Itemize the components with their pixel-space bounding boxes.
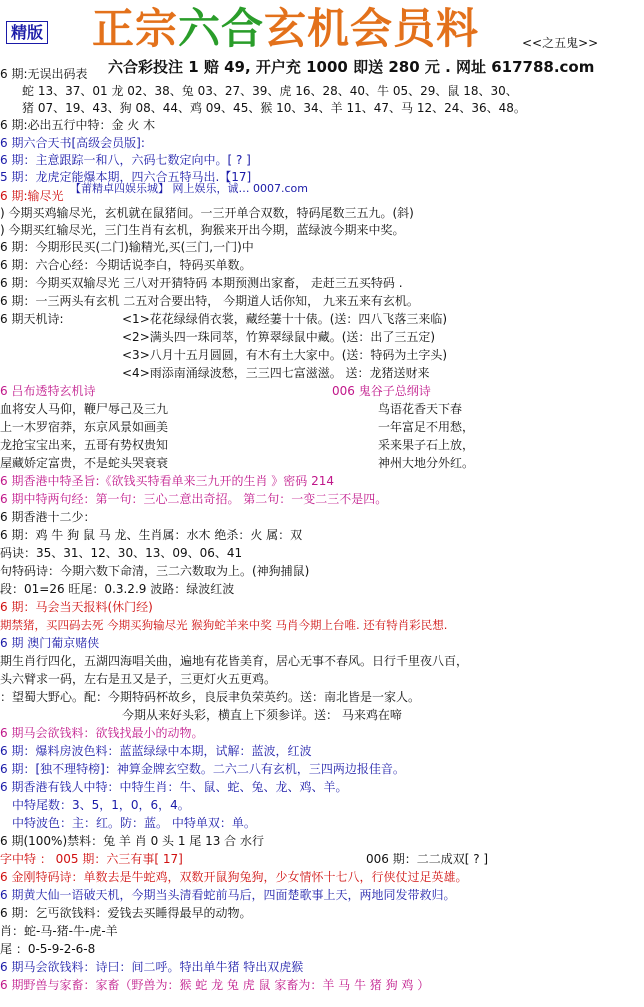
line-56: 6 期：乞丐欲钱料：爱钱去买睡得最早的动物。 xyxy=(0,906,252,920)
line-33: 6 期香港十二少： xyxy=(0,510,96,524)
poem-4: <4>雨添南涌绿波愁，三三四七富滋滋。 送：龙猪送财来 xyxy=(122,366,430,380)
lvbu-2: 上一木罗宿莽，东京风景如画美 xyxy=(0,420,169,434)
lvbu-1: 血将安人马仰，鞭尸辱己及三九 xyxy=(0,402,169,416)
line-47: 6 期：[独不理特榜]：神算金牌玄空数。二六二八有玄机，三四两边报佳音。 xyxy=(0,762,405,776)
line-15: 6 期：一三两头有玄机 二五对合要出特， 今期道人话你知， 九来五来有玄机。 xyxy=(0,294,419,308)
line-13: 6 期：六合心经：今期话说李白，特码买单数。 xyxy=(0,258,252,272)
title-part-3: 玄机 xyxy=(264,4,351,53)
line-4: 6 期:必出五行中特：金 火 木 xyxy=(0,118,156,132)
line-12: 6 期：今期形民买(二门)输精光,买(三门,一门)中 xyxy=(0,240,254,254)
line-54: 6 金刚特码诗：单数去是牛蛇鸡，双数开鼠狗兔狗，少女情怀十七八，行侠仗过足英雄。 xyxy=(0,870,468,884)
line-2: 蛇 13、37、01 龙 02、38、兔 03、27、39、虎 16、28、40、牛 05、29、鼠 18、30、 xyxy=(22,84,518,98)
lvbu-3: 龙抢宝宝出来，五哥有势权贵知 xyxy=(0,438,169,452)
line-40: 6 期 澳门葡京赌侠 xyxy=(0,636,100,650)
line-38: 6 期：马会当天报料(休门经) xyxy=(0,600,153,614)
line-3: 猪 07、19、43、狗 08、44、鸡 09、45、猴 10、34、羊 11、47、马 12、24、36、48。 xyxy=(22,101,526,115)
line-43: ：望蜀大野心。配：今期特码杯故乡，良辰聿负荣英约。送：南北皆是一家人。 xyxy=(0,690,421,704)
line-51: 6 期(100%)禁料：兔 羊 肖 0 头 1 尾 13 合 水行 xyxy=(0,834,264,848)
line-36: 句特码诗：今期六数下命清，三二六数取为上。(神狗捕鼠) xyxy=(0,564,310,578)
line-44: 今期从来好头彩，横直上下须参详。送： 马来鸡在啼 xyxy=(122,708,402,722)
line-9: 6 期:输尽光 xyxy=(0,189,64,203)
line-34: 6 期：鸡 牛 狗 鼠 马 龙、生肖属：水木 绝杀：火 属：双 xyxy=(0,528,303,542)
badge-label: 精版 xyxy=(6,21,48,44)
line-55: 6 期黄大仙一语破天机，今期当头清看蛇前马后，四面楚歌事上天，两地同发带救归。 xyxy=(0,888,456,902)
line-39: 期禁猪，买四码去死 今期买狗输尽光 猴狗蛇羊来中奖 马肖今期上台唯. 还有特肖彩民想. xyxy=(0,618,448,632)
poem-3: <3>八月十五月圆圆，有木有土大家中。(送：特码为土字头) xyxy=(122,348,448,362)
badge xyxy=(6,20,48,43)
line-45: 6 期马会欲钱料：欲钱找最小的动物。 xyxy=(0,726,204,740)
promo-banner: 六合彩投注 1 赔 49, 开户充 1000 即送 280 元 . 网址 617788.com xyxy=(108,58,595,76)
line-49: 中特尾数：3、5，1，0，6，4。 xyxy=(12,798,190,812)
line-7: 5 期：龙虎定能爆本期，四六合五特马出.【17] xyxy=(0,170,252,184)
guiguzi-1: 鸟语花香天下春 xyxy=(378,402,463,416)
subtitle: <<之五鬼>> xyxy=(522,36,599,50)
line-48: 6 期香港有钱人中特：中特生肖：牛、鼠、蛇、兔、龙、鸡、羊。 xyxy=(0,780,348,794)
lvbu-4: 屋藏娇定富贵，不是蛇头哭衰衰 xyxy=(0,456,169,470)
guiguzi-heading: 006 鬼谷子总纲诗 xyxy=(332,384,431,398)
line-37: 段：01=26 旺尾：0.3.2.9 波路：绿波红波 xyxy=(0,582,235,596)
line-11: ) 今期买红输尽光，三门生肖有玄机，狗猴来开出今期，蓝绿波今期来中奖。 xyxy=(0,223,405,237)
line-5: 6 期六合天书[高级会员版]: xyxy=(0,136,145,150)
line-10: ) 今期买鸡输尽光，玄机就在鼠猪间。一三开单合双数，特码尾数三五九。(斜) xyxy=(0,206,414,220)
line-1: 6 期:无误出码表 xyxy=(0,67,88,81)
line-6: 6 期：主意跟踪一和八，六码七数定向中。[ ? ] xyxy=(0,153,251,167)
line-57: 肖：蛇-马-猪-牛-虎-羊 xyxy=(0,924,118,938)
line-42: 头六臂求一码，左右是丑又是子，三更灯火五更鸡。 xyxy=(0,672,277,686)
poem-2: <2>满头四一珠同萃，竹箅翠绿鼠中藏。(送：出了三五定) xyxy=(122,330,436,344)
line-31: 6 期香港中特圣旨:《欲钱买特看单来三九开的生肖 》密码 214 xyxy=(0,474,335,488)
guiguzi-3: 采来果子石上放， xyxy=(378,438,475,452)
line-16: 6 期天机诗: xyxy=(0,312,64,326)
poem-1: <1>花花绿绿俏衣裳，藏经萋十十俵。(送：四八飞落三来临) xyxy=(122,312,448,326)
line-46: 6 期：爆料房波色料：蓝蓝绿绿中本期，试解：蓝波，红波 xyxy=(0,744,312,758)
line-41: 期生肖行四化，五湖四海唱关曲，遍地有花皆美育，居心无事不春风。日行千里夜八百， xyxy=(0,654,469,668)
line-35: 码诀：35、31、12、30、13、09、06、41 xyxy=(0,546,243,560)
title-part-4: 会员料 xyxy=(350,4,480,53)
title-part-1: 正宗 xyxy=(92,4,179,53)
page-title xyxy=(92,6,479,52)
line-50: 中特波色：主：红。防：蓝。 中特单双：单。 xyxy=(12,816,256,830)
line-59: 6 期马会欲钱料：诗曰：间二呼。特出单牛猪 特出双虎猴 xyxy=(0,960,304,974)
line-52: 字中特 ： 005 期：六三有事[ 17] xyxy=(0,852,183,866)
lvbu-heading: 6 吕布透特玄机诗 xyxy=(0,384,96,398)
title-part-2: 六合 xyxy=(178,4,265,53)
ad-line[interactable]: 【莆精卓四娱乐城】 网上娱乐，诚… 0007.com xyxy=(70,182,308,195)
line-53: 006 期：二二成双[ ? ] xyxy=(366,852,489,866)
guiguzi-2: 一年富足不用愁， xyxy=(378,420,475,434)
guiguzi-4: 神州大地分外红。 xyxy=(378,456,475,470)
line-58: 尾 ：0-5-9-2-6-8 xyxy=(0,942,96,956)
line-14: 6 期：今期买双输尽光 三八对开猜特码 本期预测出家畜， 走赶三五买特码 . xyxy=(0,276,403,290)
line-60: 6 期野兽与家畜：家畜（野兽为：猴 蛇 龙 兔 虎 鼠 家畜为：羊 马 牛 猪 狗 鸡 ） xyxy=(0,978,430,992)
line-32: 6 期中特两句经：第一句：三心二意出奇招。 第二句：一变二三不是四。 xyxy=(0,492,388,506)
